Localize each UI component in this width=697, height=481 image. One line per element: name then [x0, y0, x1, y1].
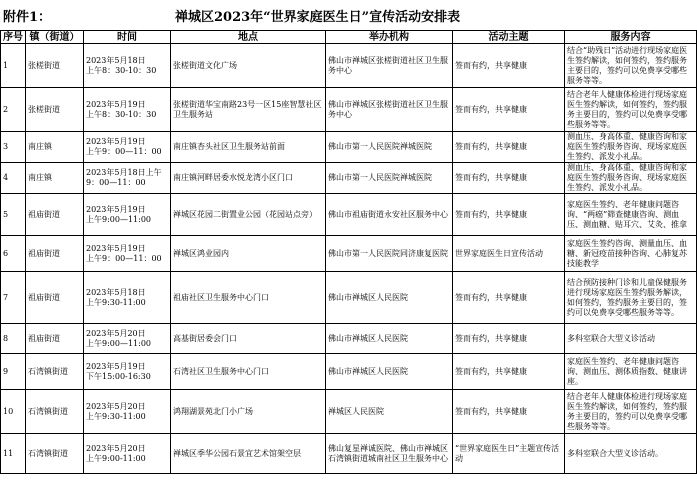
- cell-service-content: 家庭医生签约咨询、测量血压、血糖、新冠疫苗接种咨询、心肺复苏技能教学: [565, 236, 697, 272]
- table-row: [1, 434, 697, 474]
- cell-town: 张槎街道: [26, 44, 84, 88]
- cell-town: 祖庙街道: [26, 272, 84, 324]
- cell-date: 2023年5月20日: [86, 401, 146, 411]
- cell-time: [84, 88, 171, 132]
- cell-time: [84, 163, 171, 194]
- cell-time: [84, 132, 171, 163]
- cell-theme: 签而有约，共享健康: [453, 324, 565, 354]
- cell-date: 2023年5月18日: [86, 55, 146, 65]
- cell-index: 4: [1, 163, 26, 194]
- cell-service-content: 结合老年人健康体检进行现场家庭医生签约解读，如何签约，签约服务主要目的，签约可以免费享受哪些服务等等。: [565, 88, 697, 132]
- cell-date: 2023年5月19日: [86, 99, 146, 109]
- cell-town: 石湾镇街道: [26, 354, 84, 390]
- cell-theme: 签而有约，共享健康: [453, 163, 565, 194]
- cell-hours: 下午15:00-16:30: [86, 371, 151, 381]
- cell-location: 南庄镇河畔居委水悦龙湾小区门口: [171, 163, 326, 194]
- document-header: [0, 0, 697, 30]
- cell-town: 南庄镇: [26, 163, 84, 194]
- cell-organizer: 佛山市禅城区张槎街道社区卫生服务中心: [326, 88, 453, 132]
- cell-service-content: 测血压、身高体重、健康咨询和家庭医生签约服务咨询、现场家庭医生签约、派发小礼品。: [565, 132, 697, 163]
- cell-organizer: 佛山市禅城区张槎街道社区卫生服务中心: [326, 44, 453, 88]
- cell-location: 祖庙社区卫生服务中心门口: [171, 272, 326, 324]
- cell-hours: 上午8：30-10：30: [86, 65, 157, 75]
- cell-index: 3: [1, 132, 26, 163]
- cell-town: 石湾镇街道: [26, 390, 84, 434]
- cell-service-content: 测血压、身高体重、健康咨询和家庭医生签约服务咨询、现场家庭医生签约、派发小礼品。: [565, 163, 697, 194]
- cell-service-content: 家庭医生签约、老年健康问题咨询、测血压、测体质指数、健康讲座。: [565, 354, 697, 390]
- cell-index: 1: [1, 44, 26, 88]
- cell-town: 祖庙街道: [26, 324, 84, 354]
- cell-hours: 上午9:00—11:00: [86, 338, 152, 348]
- cell-hours: 上午9:00-11:00: [86, 453, 146, 463]
- cell-theme: 签而有约，共享健康: [453, 88, 565, 132]
- cell-service-content: 结合“助残日”活动进行现场家庭医生签约解读，如何签约，签约服务主要目的，签约可以免费享受哪些服务等等。: [565, 44, 697, 88]
- header-index: 序号: [1, 31, 26, 44]
- cell-index: 11: [1, 434, 26, 474]
- cell-time: [84, 44, 171, 88]
- cell-location: 禅城区鸿业园内: [171, 236, 326, 272]
- cell-hours: 上午9：00—11：00: [86, 253, 162, 263]
- cell-location: 南庄镇杏头社区卫生服务站前面: [171, 132, 326, 163]
- table-row: [1, 44, 697, 88]
- cell-theme: 签而有约，共享健康: [453, 354, 565, 390]
- cell-index: 7: [1, 272, 26, 324]
- cell-organizer: 佛山市第一人民医院同济康复医院: [326, 236, 453, 272]
- cell-location: 张槎街道华宝南路23号一区15座智慧社区卫生服务站: [171, 88, 326, 132]
- cell-location: 禅城区花园二街置业公园（花园站点旁）: [171, 194, 326, 236]
- cell-town: 石湾镇街道: [26, 434, 84, 474]
- table-row: [1, 163, 697, 194]
- cell-date: 2023年5月19日: [86, 137, 146, 146]
- cell-index: 6: [1, 236, 26, 272]
- table-row: [1, 88, 697, 132]
- cell-organizer: 佛山市禅城区人民医院: [326, 324, 453, 354]
- table-header-row: [1, 31, 697, 44]
- table-row: [1, 272, 697, 324]
- cell-organizer: 佛山市第一人民医院禅城医院: [326, 132, 453, 163]
- cell-index: 2: [1, 88, 26, 132]
- cell-index: 10: [1, 390, 26, 434]
- cell-organizer: 禅城区人民医院: [326, 390, 453, 434]
- cell-hours: 上午9:30-11:00: [86, 411, 146, 421]
- cell-town: 祖庙街道: [26, 236, 84, 272]
- cell-organizer: 佛山市祖庙街道永安社区服务中心: [326, 194, 453, 236]
- cell-location: 高基街居委会门口: [171, 324, 326, 354]
- cell-date: 2023年5月20日: [86, 328, 146, 338]
- cell-date: 2023年5月18日: [86, 287, 146, 297]
- cell-organizer: 佛山市禅城区人民医院: [326, 354, 453, 390]
- cell-time: [84, 434, 171, 474]
- table-body: [1, 44, 697, 474]
- header-location: 地点: [171, 31, 326, 44]
- table-row: [1, 354, 697, 390]
- cell-service-content: 结合老年人健康体检进行现场家庭医生签约解读，如何签约，签约服务主要目的，签约可以免费享受哪些服务等等。: [565, 390, 697, 434]
- cell-location: 石湾社区卫生服务中心门口: [171, 354, 326, 390]
- cell-hours: 上午9:30-11:00: [86, 297, 146, 307]
- cell-service-content: 家庭医生签约、老年健康问题咨询、“两癌”筛查健康咨询、测血压、测血糖、贴耳穴、艾灸、推拿: [565, 194, 697, 236]
- cell-time: [84, 324, 171, 354]
- cell-theme: 签而有约，共享健康: [453, 132, 565, 163]
- cell-organizer: 佛山复星禅诚医院、佛山市禅城区石湾镇街道城南社区卫生服务中心: [326, 434, 453, 474]
- cell-location: 禅城区季华公园石景宜艺术馆架空层: [171, 434, 326, 474]
- header-town: 镇（街道）: [26, 31, 84, 44]
- cell-theme: 世界家庭医生日宣传活动: [453, 236, 565, 272]
- cell-time: [84, 272, 171, 324]
- cell-date: 2023年5月20日: [86, 443, 146, 453]
- cell-index: 9: [1, 354, 26, 390]
- cell-hours: 上午9:00—11:00: [86, 214, 152, 224]
- cell-date: 2023年5月19日: [86, 204, 146, 214]
- cell-date: 2023年5月19日: [86, 361, 146, 371]
- table-row: [1, 194, 697, 236]
- cell-town: 南庄镇: [26, 132, 84, 163]
- cell-theme: 签而有约，共享健康: [453, 44, 565, 88]
- cell-theme: “世界家庭医生日”主题宣传活动: [453, 434, 565, 474]
- cell-service-content: 多科室联合大型义诊活动: [565, 324, 697, 354]
- cell-town: 祖庙街道: [26, 194, 84, 236]
- attachment-label: 附件1：: [3, 10, 52, 25]
- cell-location: 鸿翔湖景苑北门小广场: [171, 390, 326, 434]
- header-time: 时间: [84, 31, 171, 44]
- cell-date: 2023年5月18日上午: [86, 168, 162, 177]
- table-row: [1, 390, 697, 434]
- cell-town: 张槎街道: [26, 88, 84, 132]
- cell-service-content: 结合预防接种门诊和儿童保健服务进行现场家庭医生签约服务解读，如何签约，签约服务主要目的，签约可以免费享受哪些服务等等。: [565, 272, 697, 324]
- cell-theme: 签而有约，共享健康: [453, 272, 565, 324]
- table-row: [1, 132, 697, 163]
- document-title: 禅城区2023年“世界家庭医生日”宣传活动安排表: [175, 10, 461, 25]
- cell-hours: 9：00—11：00: [86, 178, 146, 187]
- cell-time: [84, 236, 171, 272]
- cell-index: 5: [1, 194, 26, 236]
- cell-time: [84, 354, 171, 390]
- cell-organizer: 佛山市禅城区人民医院: [326, 272, 453, 324]
- cell-hours: 上午9：00—11：00: [86, 147, 162, 156]
- table-row: [1, 324, 697, 354]
- cell-date: 2023年5月19日: [86, 243, 146, 253]
- cell-organizer: 佛山市第一人民医院禅城医院: [326, 163, 453, 194]
- cell-time: [84, 194, 171, 236]
- cell-hours: 上午8：30-10：30: [86, 109, 157, 119]
- cell-theme: 签而有约，共享健康: [453, 194, 565, 236]
- header-service-content: 服务内容: [565, 31, 697, 44]
- header-organizer: 举办机构: [326, 31, 453, 44]
- cell-service-content: 多科室联合大型义诊活动。: [565, 434, 697, 474]
- cell-index: 8: [1, 324, 26, 354]
- cell-theme: 签而有约，共享健康: [453, 390, 565, 434]
- table-row: [1, 236, 697, 272]
- header-theme: 活动主题: [453, 31, 565, 44]
- schedule-table: [0, 30, 697, 474]
- cell-location: 张槎街道文化广场: [171, 44, 326, 88]
- cell-time: [84, 390, 171, 434]
